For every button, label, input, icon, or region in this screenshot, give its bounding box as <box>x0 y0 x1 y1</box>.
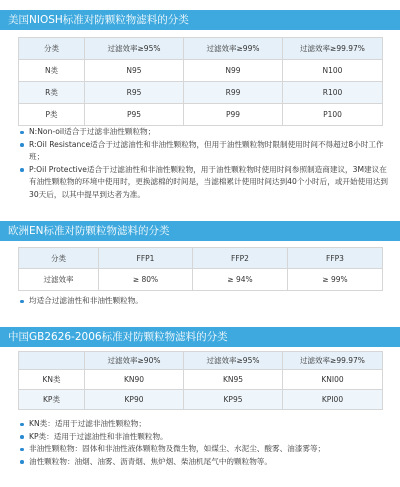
table-cell: KN类 <box>19 370 85 390</box>
bullet-icon <box>20 131 24 135</box>
table-cell: ≥ 99% <box>288 269 383 291</box>
table-header-row <box>19 352 383 370</box>
en-table <box>18 247 383 291</box>
note-text: KP类：适用于过滤油性和非油性颗粒物。 <box>29 431 168 441</box>
column-header: FFP1 <box>99 248 193 269</box>
list-item <box>20 164 390 202</box>
table-header-row <box>19 248 383 269</box>
note-text: KN类：适用于过滤非油性颗粒物； <box>29 419 146 428</box>
table-cell: N95 <box>85 60 184 82</box>
table-cell: 过滤效率 <box>19 269 99 291</box>
table-cell: KPI00 <box>283 390 383 410</box>
table-cell: KP类 <box>19 390 85 410</box>
table-cell: KP90 <box>85 390 184 410</box>
bullet-icon <box>20 143 24 147</box>
list-item <box>20 431 390 444</box>
gb-notes <box>20 418 390 468</box>
bullet-icon <box>20 423 24 427</box>
bullet-icon <box>20 168 24 172</box>
note-text: P:Oil Protective适合于过滤油性和非油性颗粒物，用于油性颗粒物时使用时间参照制造商建议，3M建议在有油性颗粒物的环境中使用时，更换滤棉的时间是，当滤棉累计使用时间达到40个小时后，或开始使用达到30天后，以其中提早到达者为准。 <box>29 164 388 199</box>
table-row <box>19 104 383 126</box>
bullet-icon <box>20 448 24 452</box>
column-header: 过滤效率≥95% <box>85 38 184 60</box>
list-item <box>20 456 390 469</box>
column-header: 分类 <box>19 38 85 60</box>
list-item <box>20 126 390 139</box>
table-row <box>19 269 383 291</box>
table-cell: KP95 <box>184 390 283 410</box>
note-text: 油性颗粒物：油烟、油雾、沥青烟、焦炉烟、柴油机尾气中的颗粒物等。 <box>29 456 272 466</box>
column-header: FFP2 <box>193 248 288 269</box>
table-cell: R95 <box>85 82 184 104</box>
table-cell: R99 <box>184 82 283 104</box>
table-cell: R类 <box>19 82 85 104</box>
list-item <box>20 295 390 308</box>
note-text: R:Oil Resistance适合于过滤油性和非油性颗粒物，但用于油性颗粒物时限制使用时间不得超过8小时工作班； <box>29 139 384 161</box>
niosh-notes <box>20 126 390 201</box>
list-item <box>20 139 390 164</box>
niosh-table <box>18 37 383 126</box>
column-header: 过滤效率≥90% <box>85 352 184 370</box>
table-row <box>19 370 383 390</box>
table-cell: P类 <box>19 104 85 126</box>
table-cell: N99 <box>184 60 283 82</box>
column-header: 过滤效率≥99% <box>184 38 283 60</box>
en-section-title: 欧洲EN标准对防颗粒物滤料的分类 <box>0 221 400 241</box>
table-cell: R100 <box>283 82 383 104</box>
column-header: FFP3 <box>288 248 383 269</box>
table-cell: P100 <box>283 104 383 126</box>
table-cell: KNI00 <box>283 370 383 390</box>
note-text: 均适合过滤油性和非油性颗粒物。 <box>29 296 143 305</box>
bullet-icon <box>20 300 24 304</box>
table-cell: ≥ 94% <box>193 269 288 291</box>
bullet-icon <box>20 435 24 439</box>
list-item <box>20 418 390 431</box>
list-item <box>20 443 390 456</box>
table-row <box>19 390 383 410</box>
column-header: 过滤效率≥99.97% <box>283 352 383 370</box>
table-header-row <box>19 38 383 60</box>
table-cell: KN90 <box>85 370 184 390</box>
table-cell: P99 <box>184 104 283 126</box>
column-header: 过滤效率≥99.97% <box>283 38 383 60</box>
note-text: N:Non-oil适合于过滤非油性颗粒物； <box>29 127 156 136</box>
column-header: 过滤效率≥95% <box>184 352 283 370</box>
gb-section-title: 中国GB2626-2006标准对防颗粒物滤料的分类 <box>0 327 400 347</box>
note-text: 非油性颗粒物：固体和非油性液体颗粒物及微生物，如煤尘、水泥尘、酸雾、油漆雾等； <box>29 444 326 453</box>
niosh-section-title: 美国NIOSH标准对防颗粒物滤料的分类 <box>0 10 400 30</box>
table-cell: N100 <box>283 60 383 82</box>
gb-table <box>18 351 383 410</box>
table-row <box>19 60 383 82</box>
table-cell: KN95 <box>184 370 283 390</box>
table-cell: ≥ 80% <box>99 269 193 291</box>
table-cell: N类 <box>19 60 85 82</box>
bullet-icon <box>20 460 24 464</box>
table-cell: P95 <box>85 104 184 126</box>
en-notes <box>20 295 390 308</box>
column-header: 分类 <box>19 248 99 269</box>
table-row <box>19 82 383 104</box>
column-header <box>19 352 85 370</box>
